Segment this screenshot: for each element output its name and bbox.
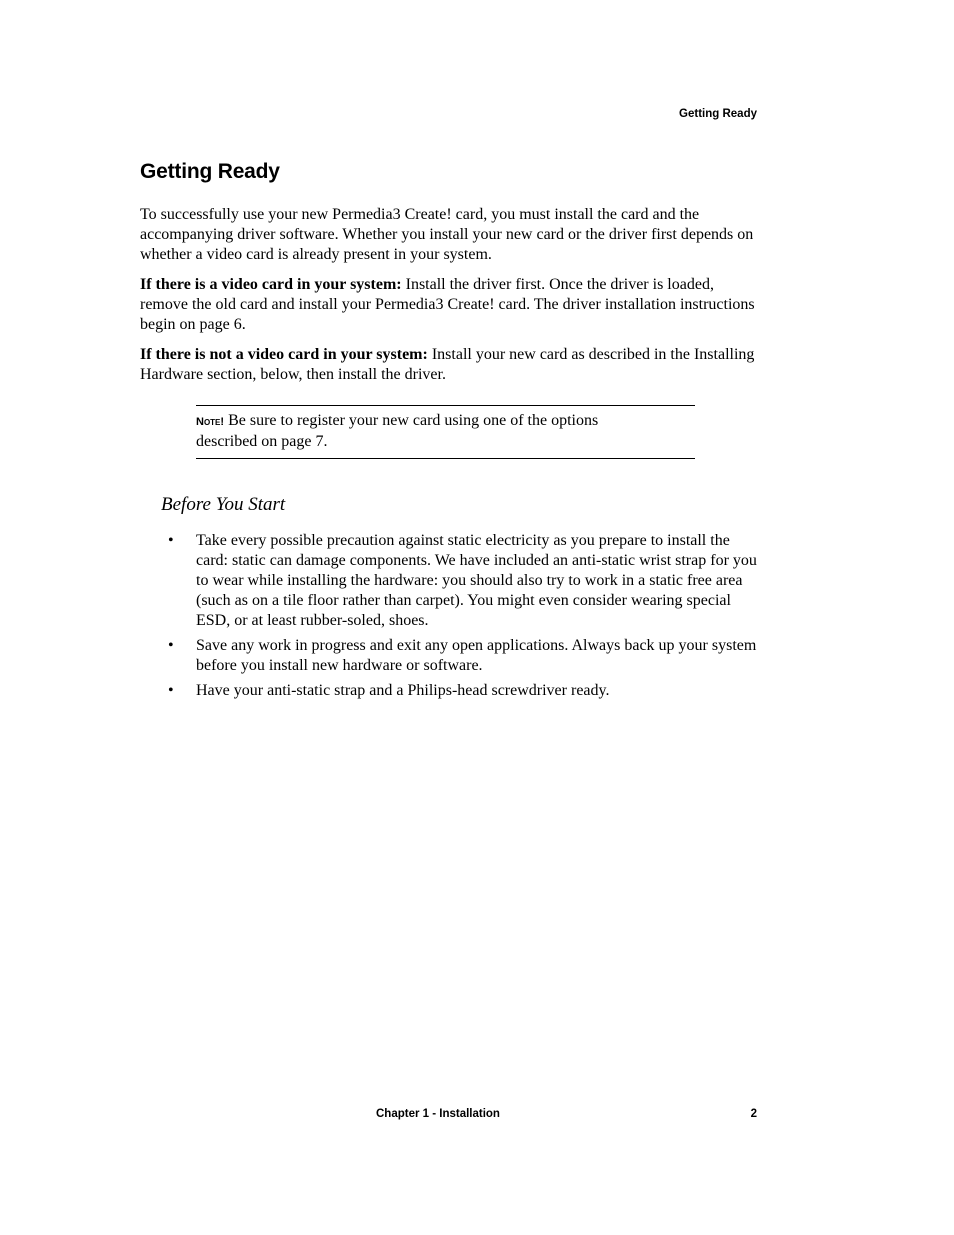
list-item — [168, 531, 760, 631]
list-item-text: Have your anti-static strap and a Philips-head screwdriver ready. — [196, 682, 610, 699]
running-header: Getting Ready — [679, 108, 757, 120]
list-item — [168, 681, 760, 701]
without-card-text: Install your new card as described in the Installing Hardware section, below, then install the driver. — [140, 346, 755, 383]
footer-page-number: 2 — [750, 1108, 757, 1120]
note-text: Be sure to register your new card using one of the options described on page 7. — [196, 412, 599, 450]
without-card-paragraph — [140, 345, 760, 385]
list-item — [168, 636, 760, 676]
bullet-icon: • — [168, 682, 174, 699]
list-item-text: Save any work in progress and exit any open applications. Always back up your system before you install new hardware or software. — [196, 637, 757, 674]
note-paragraph — [196, 411, 636, 452]
with-card-text: Install the driver first. Once the driver is loaded, remove the old card and install your Permedia3 Create! card. The driver installation instructions begin on page 6. — [140, 276, 755, 333]
bullet-icon: • — [168, 532, 174, 549]
intro-paragraph: To successfully use your new Permedia3 Create! card, you must install the card and the accompanying driver software. Whether you install your new card or the driver first depends on whether a video card is already present in your system. — [140, 206, 754, 263]
note-label: Note! — [196, 416, 225, 428]
before-you-start-list — [168, 531, 760, 706]
before-you-start-title: Before You Start — [161, 494, 286, 515]
with-card-paragraph — [140, 275, 760, 335]
list-item-text: Take every possible precaution against static electricity as you prepare to install the card: static can damage components. We have included an anti-static wrist strap for you to wear while installing the hardware: you should also try to work in a static free area (such as on a tile floor rather than carpet). You might even consider wearing special ESD, or at least rubber-soled, shoes. — [196, 532, 757, 629]
section-title: Getting Ready — [140, 160, 280, 183]
footer-chapter: Chapter 1 - Installation — [376, 1108, 500, 1120]
note-box — [196, 405, 695, 459]
without-card-lead-in: If there is not a video card in your system: — [140, 346, 428, 363]
bullet-icon: • — [168, 637, 174, 654]
with-card-lead-in: If there is a video card in your system: — [140, 276, 402, 293]
